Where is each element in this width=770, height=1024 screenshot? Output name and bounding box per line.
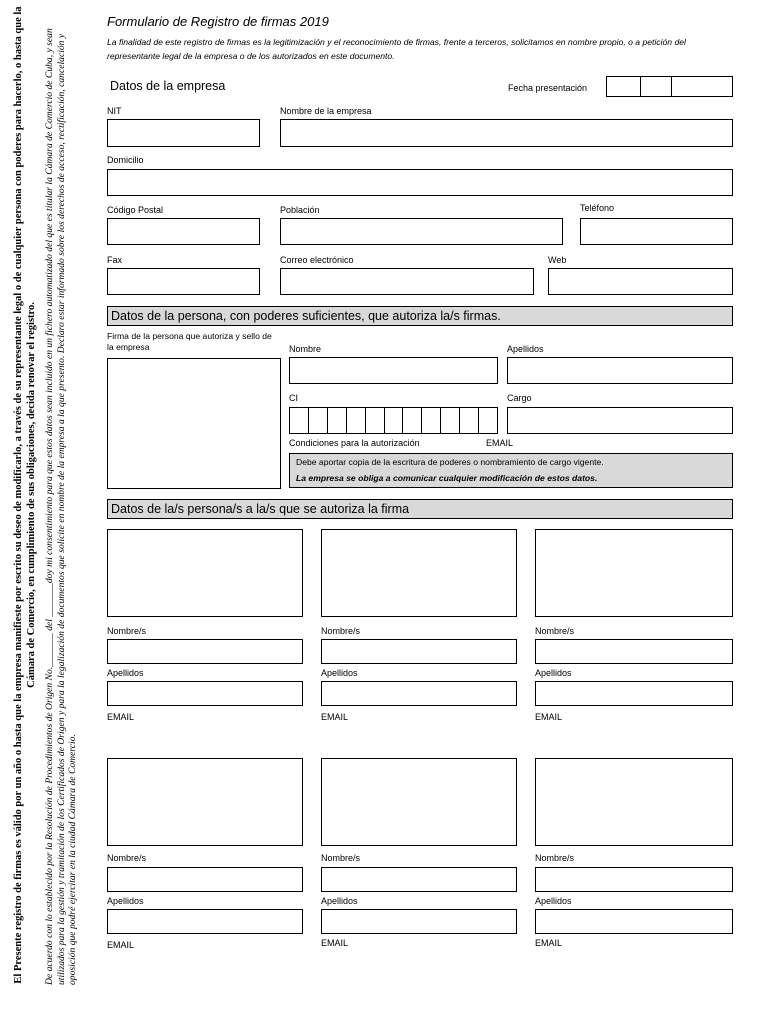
- signature-box-2[interactable]: [321, 529, 517, 617]
- form-title: Formulario de Registro de firmas 2019: [107, 14, 329, 29]
- note-line-2: La empresa se obliga a comunicar cualquier modificación de estos datos.: [296, 473, 598, 483]
- autorizado-3-nombre-field[interactable]: [535, 639, 733, 664]
- signature-box-5[interactable]: [321, 758, 517, 846]
- autorizado-5-nombre-field[interactable]: [321, 867, 517, 892]
- signature-box-4[interactable]: [107, 758, 303, 846]
- sidebar-legal-text: [12, 5, 79, 985]
- autorizado-1-email-label: EMAIL: [107, 712, 135, 722]
- telefono-field[interactable]: [580, 218, 733, 245]
- correo-label: Correo electrónico: [280, 255, 354, 265]
- autorizado-1-apellidos-field[interactable]: [107, 681, 303, 706]
- autorizado-1-nombre-label: Nombre/s: [107, 626, 147, 636]
- autorizado-5-email-label: EMAIL: [321, 938, 349, 948]
- signature-box-6[interactable]: [535, 758, 733, 846]
- autorizado-4-nombre-label: Nombre/s: [107, 853, 147, 863]
- correo-field[interactable]: [280, 268, 534, 295]
- domicilio-label: Domicilio: [107, 155, 144, 165]
- domicilio-field[interactable]: [107, 169, 733, 196]
- autorizado-4-email-label: EMAIL: [107, 940, 135, 950]
- poblacion-field[interactable]: [280, 218, 563, 245]
- autorizado-2-apellidos-field[interactable]: [321, 681, 517, 706]
- autorizado-3-apellidos-field[interactable]: [535, 681, 733, 706]
- nit-field[interactable]: [107, 119, 260, 147]
- requirements-note: [289, 453, 733, 488]
- autorizado-1-nombre-field[interactable]: [107, 639, 303, 664]
- telefono-label: Teléfono: [580, 203, 615, 213]
- autorizado-6-apellidos-field[interactable]: [535, 909, 733, 934]
- nit-label: NIT: [107, 106, 122, 116]
- section-empresa-heading: Datos de la empresa: [110, 79, 226, 93]
- fecha-label: Fecha presentación: [508, 83, 588, 93]
- section-autorizados-heading: Datos de la/s persona/s a la/s que se autoriza la firma: [107, 499, 733, 519]
- autorizado-4-apellidos-field[interactable]: [107, 909, 303, 934]
- form-intro: La finalidad de este registro de firmas es la legitimización y el reconocimiento de firmas, frente a terceros, solicitamos en nombre propio, o a petición del representante legal de la empresa o de los autorizados en este documento.: [107, 37, 686, 61]
- autorizado-4-apellidos-label: Apellidos: [107, 896, 144, 906]
- validity-notice: El Presente registro de firmas es válido por un año o hasta que la empresa manifieste por escrito su deseo de modificarlo, a través de su representante legal o de cualquier persona con poderes para hacerlo, o hasta que la Cámara de Comercio, en cumplimiento de sus obligaciones, decida renovar el registro.: [13, 6, 37, 984]
- autorizado-5-nombre-label: Nombre/s: [321, 853, 361, 863]
- section-persona-heading: Datos de la persona, con poderes suficientes, que autoriza la/s firmas.: [107, 306, 733, 326]
- cargo-field[interactable]: [507, 407, 733, 434]
- persona-email-label: EMAIL: [486, 438, 514, 448]
- codigo-postal-field[interactable]: [107, 218, 260, 245]
- cargo-label: Cargo: [507, 393, 532, 403]
- autorizado-3-apellidos-label: Apellidos: [535, 668, 572, 678]
- autorizado-3-nombre-label: Nombre/s: [535, 626, 575, 636]
- note-line-1: Debe aportar copia de la escritura de poderes o nombramiento de cargo vigente.: [296, 457, 604, 467]
- autorizado-2-nombre-field[interactable]: [321, 639, 517, 664]
- autorizado-2-apellidos-label: Apellidos: [321, 668, 358, 678]
- persona-apellidos-field[interactable]: [507, 357, 733, 384]
- autorizado-1-apellidos-label: Apellidos: [107, 668, 144, 678]
- autorizado-2-nombre-label: Nombre/s: [321, 626, 361, 636]
- persona-nombre-field[interactable]: [289, 357, 498, 384]
- autorizado-6-email-label: EMAIL: [535, 938, 563, 948]
- ci-label: CI: [289, 393, 298, 403]
- ci-field[interactable]: [289, 407, 498, 434]
- condiciones-label: Condiciones para la autorización: [289, 438, 420, 448]
- poblacion-label: Población: [280, 205, 320, 215]
- firma-sello-label: Firma de la persona que autoriza y sello de la empresa: [107, 331, 272, 352]
- fax-label: Fax: [107, 255, 123, 265]
- autorizado-4-nombre-field[interactable]: [107, 867, 303, 892]
- autorizado-5-apellidos-field[interactable]: [321, 909, 517, 934]
- fecha-field[interactable]: [606, 76, 733, 97]
- web-field[interactable]: [548, 268, 733, 295]
- persona-apellidos-label: Apellidos: [507, 344, 544, 354]
- nombre-empresa-label: Nombre de la empresa: [280, 106, 372, 116]
- codigo-postal-label: Código Postal: [107, 205, 164, 215]
- web-label: Web: [548, 255, 567, 265]
- consent-notice: De acuerdo con lo establecido por la Resolución de Procedimientos de Origen No._______ del _______doy mi consentimiento para que estos datos sean incluido en un fichero automatizado del que es titular la Cámara de Comercio de Cuba, y sean utilizados para la gestión y tramitación de los Certificados de Origen y para la legalización de documentos que solicite en nombre de la empresa a la que presento. Declaro estar informado sobre los derechos de acceso, rectificación, cancelación y oposición que podré ejercitar en la ciudad Cámara de Comercio.: [44, 28, 78, 985]
- autorizado-2-email-label: EMAIL: [321, 712, 349, 722]
- nombre-empresa-field[interactable]: [280, 119, 733, 147]
- firma-sello-box[interactable]: [107, 358, 281, 489]
- autorizado-6-nombre-label: Nombre/s: [535, 853, 575, 863]
- autorizado-3-email-label: EMAIL: [535, 712, 563, 722]
- autorizado-6-apellidos-label: Apellidos: [535, 896, 572, 906]
- autorizado-5-apellidos-label: Apellidos: [321, 896, 358, 906]
- fax-field[interactable]: [107, 268, 260, 295]
- autorizado-6-nombre-field[interactable]: [535, 867, 733, 892]
- signature-box-1[interactable]: [107, 529, 303, 617]
- signature-box-3[interactable]: [535, 529, 733, 617]
- persona-nombre-label: Nombre: [289, 344, 322, 354]
